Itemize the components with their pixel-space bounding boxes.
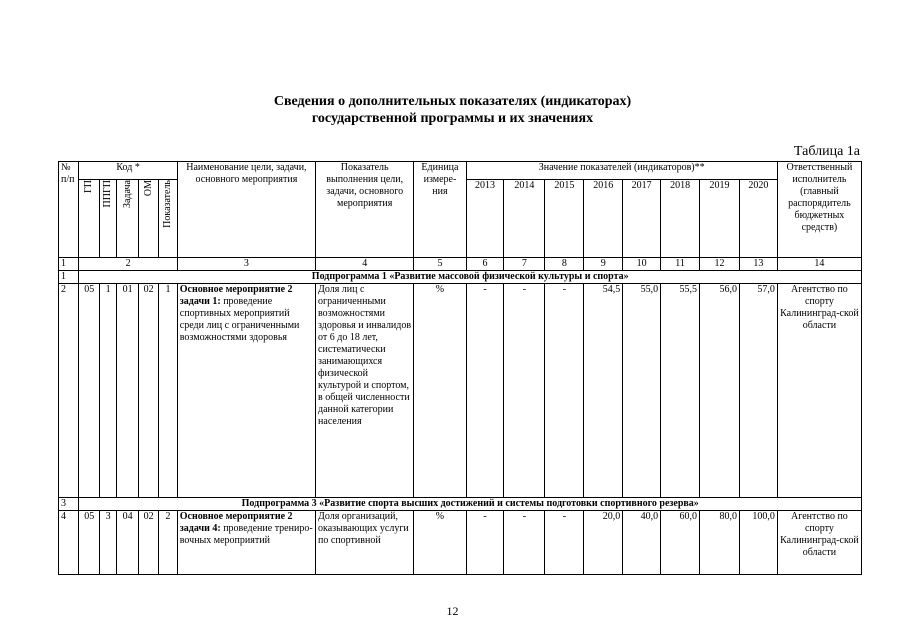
header-code: Код * <box>79 162 177 180</box>
indicators-table <box>58 161 862 575</box>
row-number: 1 <box>59 271 79 284</box>
value-2016: 20,0 <box>584 511 623 575</box>
indicator-text: Доля организаций, оказывающих услуги по спортивной <box>316 511 414 575</box>
measure-name-bold: Основное мероприятие 2 задачи 1: <box>179 284 293 307</box>
header-code-om: ОМ <box>138 180 158 258</box>
unit-value: % <box>414 284 466 498</box>
header-year-2018: 2018 <box>661 180 700 258</box>
header-code-gp: ГП <box>79 180 99 258</box>
subprogram-title: Подпрограмма 1 «Развитие массовой физической культуры и спорта» <box>79 271 862 284</box>
header-values: Значение показателей (индикаторов)** <box>466 162 777 180</box>
indicator-text: Доля лиц с ограниченными возможностями здоровья и инвалидов от 6 до 18 лет, систематически занимающихся физической культурой и спортом, в общей численности данной категории населения <box>316 284 414 498</box>
responsible-executor: Агентство по спорту Калининград-ской области <box>777 284 861 498</box>
code-indicator: 2 <box>159 511 177 575</box>
value-2013: - <box>466 511 504 575</box>
col-number-2: 2 <box>79 258 177 271</box>
value-2020: 57,0 <box>739 284 777 498</box>
value-2015: - <box>545 511 584 575</box>
table-row <box>59 511 862 575</box>
value-2013: - <box>466 284 504 498</box>
col-number-3: 3 <box>177 258 315 271</box>
value-2019: 80,0 <box>700 511 740 575</box>
header-code-indicator: Показатель <box>159 180 177 258</box>
header-year-2017: 2017 <box>623 180 661 258</box>
header-year-2019: 2019 <box>700 180 740 258</box>
subprogram-row <box>59 498 862 511</box>
measure-name-rest: проведение трениро-вочных мероприятий <box>179 523 313 546</box>
code-ppgp: 3 <box>99 511 116 575</box>
value-2017: 40,0 <box>623 511 661 575</box>
column-number-row <box>59 258 862 271</box>
col-number-4: 4 <box>316 258 414 271</box>
title-line-2: государственной программы и их значениях <box>311 111 594 126</box>
code-gp: 05 <box>79 511 99 575</box>
measure-name <box>177 511 315 575</box>
value-2014: - <box>504 284 545 498</box>
col-number-8: 8 <box>545 258 584 271</box>
code-om: 02 <box>138 284 158 498</box>
value-2016: 54,5 <box>584 284 623 498</box>
measure-name-rest: проведение спортивных мероприятий среди лиц с ограниченными возможностями здоровья <box>179 296 300 343</box>
header-year-2014: 2014 <box>504 180 545 258</box>
col-number-6: 6 <box>466 258 504 271</box>
header-unit: Единица измере-ния <box>414 162 466 258</box>
header-indicator: Показатель выполнения цели, задачи, основного мероприятия <box>316 162 414 258</box>
code-gp: 05 <box>79 284 99 498</box>
header-code-ppgp: ППГП <box>99 180 116 258</box>
subprogram-row <box>59 271 862 284</box>
responsible-executor: Агентство по спорту Калининград-ской области <box>777 511 861 575</box>
header-row-1 <box>59 162 862 180</box>
unit-value: % <box>414 511 466 575</box>
page-number: 12 <box>446 604 459 618</box>
value-2018: 60,0 <box>661 511 700 575</box>
code-indicator: 1 <box>159 284 177 498</box>
col-number-12: 12 <box>700 258 740 271</box>
header-num: № п/п <box>59 162 79 258</box>
code-ppgp: 1 <box>99 284 116 498</box>
code-task: 04 <box>117 511 139 575</box>
value-2020: 100,0 <box>739 511 777 575</box>
header-responsible: Ответственный исполнитель (главный распорядитель бюджетных средств) <box>777 162 861 258</box>
col-number-10: 10 <box>623 258 661 271</box>
code-task: 01 <box>117 284 139 498</box>
col-number-1: 1 <box>59 258 79 271</box>
value-2018: 55,5 <box>661 284 700 498</box>
code-om: 02 <box>138 511 158 575</box>
value-2019: 56,0 <box>700 284 740 498</box>
value-2014: - <box>504 511 545 575</box>
header-code-task: Задача <box>117 180 139 258</box>
header-year-2020: 2020 <box>739 180 777 258</box>
header-year-2016: 2016 <box>584 180 623 258</box>
col-number-9: 9 <box>584 258 623 271</box>
measure-name <box>177 284 315 498</box>
col-number-7: 7 <box>504 258 545 271</box>
value-2017: 55,0 <box>623 284 661 498</box>
col-number-14: 14 <box>777 258 861 271</box>
col-number-13: 13 <box>739 258 777 271</box>
document-title <box>0 93 905 127</box>
row-number: 2 <box>59 284 79 498</box>
table-caption: Таблица 1а <box>793 144 860 159</box>
col-number-11: 11 <box>661 258 700 271</box>
header-year-2013: 2013 <box>466 180 504 258</box>
subprogram-title: Подпрограмма 3 «Развитие спорта высших достижений и системы подготовки спортивного резерва» <box>79 498 862 511</box>
col-number-5: 5 <box>414 258 466 271</box>
row-number: 4 <box>59 511 79 575</box>
title-line-1: Сведения о дополнительных показателях (индикаторах) <box>273 94 632 109</box>
header-name: Наименование цели, задачи, основного мероприятия <box>177 162 315 258</box>
row-number: 3 <box>59 498 79 511</box>
measure-name-bold: Основное мероприятие 2 задачи 4: <box>179 511 293 534</box>
header-year-2015: 2015 <box>545 180 584 258</box>
value-2015: - <box>545 284 584 498</box>
table-row <box>59 284 862 498</box>
